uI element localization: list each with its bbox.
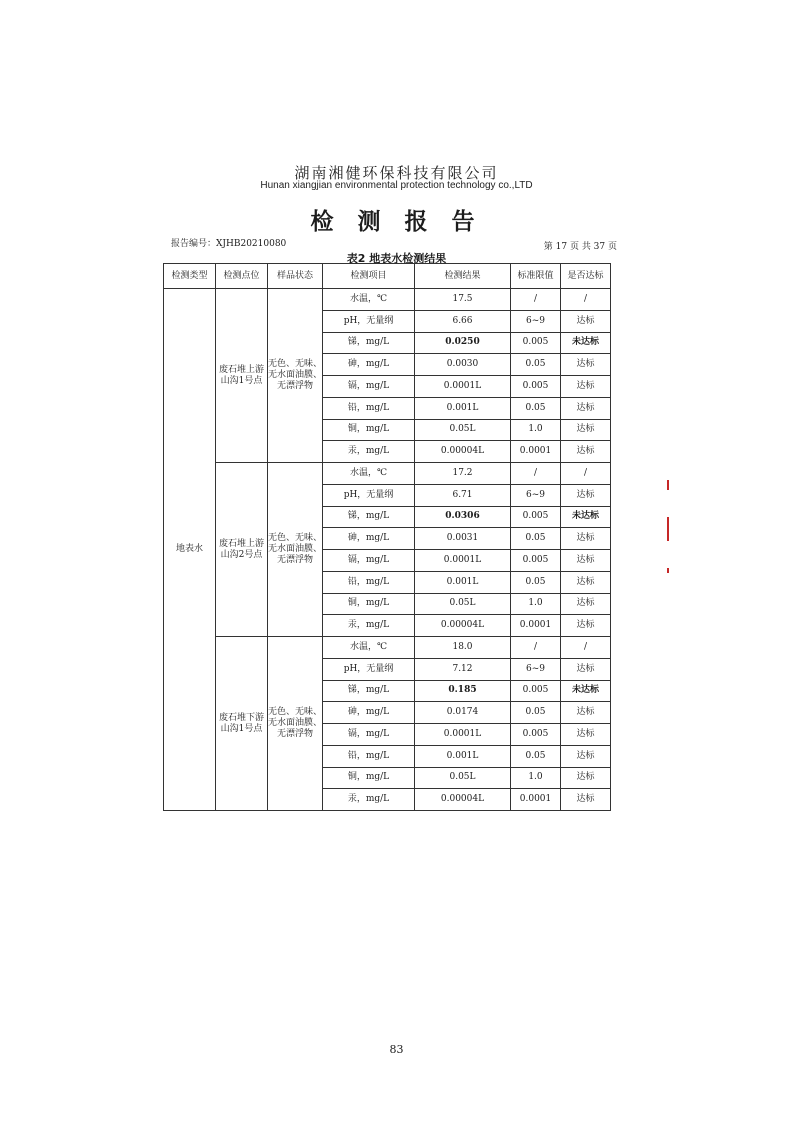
location-cell: 废石堆下游山沟1号点 xyxy=(216,637,268,811)
table-row xyxy=(164,463,611,485)
item-cell: 砷，mg/L xyxy=(323,354,415,376)
result-cell: 0.00004L xyxy=(415,441,511,463)
limit-cell: 0.05 xyxy=(511,745,561,767)
item-cell: 铜，mg/L xyxy=(323,767,415,789)
location-cell: 废石堆上游山沟1号点 xyxy=(216,289,268,463)
item-cell: pH，无量纲 xyxy=(323,484,415,506)
item-cell: 镉，mg/L xyxy=(323,550,415,572)
limit-cell: 0.05 xyxy=(511,702,561,724)
table-title: 表2 地表水检测结果 xyxy=(346,252,447,265)
header-result: 检测结果 xyxy=(415,264,511,289)
result-cell: 0.05L xyxy=(415,419,511,441)
status-cell: / xyxy=(561,289,611,311)
status-cell: / xyxy=(561,463,611,485)
limit-cell: 0.005 xyxy=(511,680,561,702)
limit-cell: 1.0 xyxy=(511,419,561,441)
limit-cell: / xyxy=(511,289,561,311)
limit-cell: / xyxy=(511,463,561,485)
status-cell: 达标 xyxy=(561,484,611,506)
item-cell: 水温，℃ xyxy=(323,289,415,311)
item-cell: 锑，mg/L xyxy=(323,332,415,354)
limit-cell: 0.005 xyxy=(511,376,561,398)
header-test-item: 检测项目 xyxy=(323,264,415,289)
result-cell: 0.0031 xyxy=(415,528,511,550)
limit-cell: 0.05 xyxy=(511,571,561,593)
header-location: 检测点位 xyxy=(216,264,268,289)
result-cell: 6.66 xyxy=(415,310,511,332)
header-sample-state: 样品状态 xyxy=(268,264,323,289)
result-cell: 0.05L xyxy=(415,767,511,789)
status-cell: 达标 xyxy=(561,789,611,811)
item-cell: 镉，mg/L xyxy=(323,724,415,746)
table-header-row xyxy=(164,264,611,289)
status-cell: 达标 xyxy=(561,354,611,376)
item-cell: 铅，mg/L xyxy=(323,745,415,767)
limit-cell: 0.005 xyxy=(511,506,561,528)
limit-cell: 0.0001 xyxy=(511,789,561,811)
result-cell: 0.05L xyxy=(415,593,511,615)
status-cell: 达标 xyxy=(561,593,611,615)
limit-cell: 0.05 xyxy=(511,528,561,550)
limit-cell: 0.05 xyxy=(511,354,561,376)
results-table xyxy=(163,263,611,811)
item-cell: 汞，mg/L xyxy=(323,441,415,463)
item-cell: 铜，mg/L xyxy=(323,593,415,615)
red-edge-mark xyxy=(667,517,669,541)
sample-state-cell: 无色、无味、无水面油膜、无漂浮物 xyxy=(268,289,323,463)
limit-cell: / xyxy=(511,637,561,659)
limit-cell: 0.0001 xyxy=(511,615,561,637)
status-cell: 未达标 xyxy=(561,332,611,354)
sample-state-cell: 无色、无味、无水面油膜、无漂浮物 xyxy=(268,463,323,637)
table-row xyxy=(164,289,611,311)
header-test-type: 检测类型 xyxy=(164,264,216,289)
status-cell: 达标 xyxy=(561,571,611,593)
status-cell: 达标 xyxy=(561,528,611,550)
header-compliance: 是否达标 xyxy=(561,264,611,289)
limit-cell: 0.0001 xyxy=(511,441,561,463)
status-cell: 达标 xyxy=(561,441,611,463)
limit-cell: 0.05 xyxy=(511,397,561,419)
status-cell: 未达标 xyxy=(561,506,611,528)
location-cell: 废石堆上游山沟2号点 xyxy=(216,463,268,637)
result-cell: 0.0001L xyxy=(415,724,511,746)
item-cell: 砷，mg/L xyxy=(323,702,415,724)
item-cell: 铅，mg/L xyxy=(323,397,415,419)
status-cell: 达标 xyxy=(561,658,611,680)
status-cell: 达标 xyxy=(561,702,611,724)
page-number: 83 xyxy=(389,1043,404,1056)
status-cell: 达标 xyxy=(561,376,611,398)
limit-cell: 1.0 xyxy=(511,593,561,615)
status-cell: 达标 xyxy=(561,615,611,637)
result-cell: 7.12 xyxy=(415,658,511,680)
sample-state-cell: 无色、无味、无水面油膜、无漂浮物 xyxy=(268,637,323,811)
company-name-english: Hunan xiangjian environmental protection technology co.,LTD xyxy=(260,180,533,191)
result-cell: 0.0306 xyxy=(415,506,511,528)
company-name-chinese: 湖南湘健环保科技有限公司 xyxy=(294,164,499,182)
result-cell: 0.00004L xyxy=(415,789,511,811)
limit-cell: 6~9 xyxy=(511,484,561,506)
page-info: 第 17 页 共 37 页 xyxy=(543,242,617,252)
limit-cell: 0.005 xyxy=(511,550,561,572)
item-cell: 汞，mg/L xyxy=(323,789,415,811)
result-cell: 0.0030 xyxy=(415,354,511,376)
document-title: 检 测 报 告 xyxy=(310,209,483,235)
result-cell: 18.0 xyxy=(415,637,511,659)
result-cell: 0.001L xyxy=(415,397,511,419)
status-cell: 达标 xyxy=(561,550,611,572)
result-cell: 6.71 xyxy=(415,484,511,506)
item-cell: 汞，mg/L xyxy=(323,615,415,637)
item-cell: pH，无量纲 xyxy=(323,310,415,332)
item-cell: 锑，mg/L xyxy=(323,680,415,702)
table-row xyxy=(164,637,611,659)
item-cell: 铜，mg/L xyxy=(323,419,415,441)
limit-cell: 0.005 xyxy=(511,724,561,746)
test-type-cell: 地表水 xyxy=(164,289,216,811)
red-edge-mark xyxy=(667,568,669,573)
result-cell: 17.2 xyxy=(415,463,511,485)
item-cell: 水温，℃ xyxy=(323,637,415,659)
limit-cell: 0.005 xyxy=(511,332,561,354)
report-number: 报告编号：XJHB20210080 xyxy=(171,239,287,249)
result-cell: 0.0001L xyxy=(415,550,511,572)
status-cell: 达标 xyxy=(561,724,611,746)
status-cell: 达标 xyxy=(561,397,611,419)
limit-cell: 1.0 xyxy=(511,767,561,789)
item-cell: 水温，℃ xyxy=(323,463,415,485)
status-cell: 达标 xyxy=(561,767,611,789)
item-cell: 铅，mg/L xyxy=(323,571,415,593)
result-cell: 0.00004L xyxy=(415,615,511,637)
result-cell: 0.0174 xyxy=(415,702,511,724)
status-cell: 未达标 xyxy=(561,680,611,702)
status-cell: / xyxy=(561,637,611,659)
result-cell: 0.185 xyxy=(415,680,511,702)
result-cell: 0.0001L xyxy=(415,376,511,398)
item-cell: 锑，mg/L xyxy=(323,506,415,528)
result-cell: 17.5 xyxy=(415,289,511,311)
result-cell: 0.001L xyxy=(415,745,511,767)
limit-cell: 6~9 xyxy=(511,658,561,680)
red-edge-mark xyxy=(667,480,669,490)
status-cell: 达标 xyxy=(561,419,611,441)
limit-cell: 6~9 xyxy=(511,310,561,332)
status-cell: 达标 xyxy=(561,745,611,767)
item-cell: pH，无量纲 xyxy=(323,658,415,680)
result-cell: 0.0250 xyxy=(415,332,511,354)
item-cell: 砷，mg/L xyxy=(323,528,415,550)
status-cell: 达标 xyxy=(561,310,611,332)
item-cell: 镉，mg/L xyxy=(323,376,415,398)
result-cell: 0.001L xyxy=(415,571,511,593)
header-limit: 标准限值 xyxy=(511,264,561,289)
